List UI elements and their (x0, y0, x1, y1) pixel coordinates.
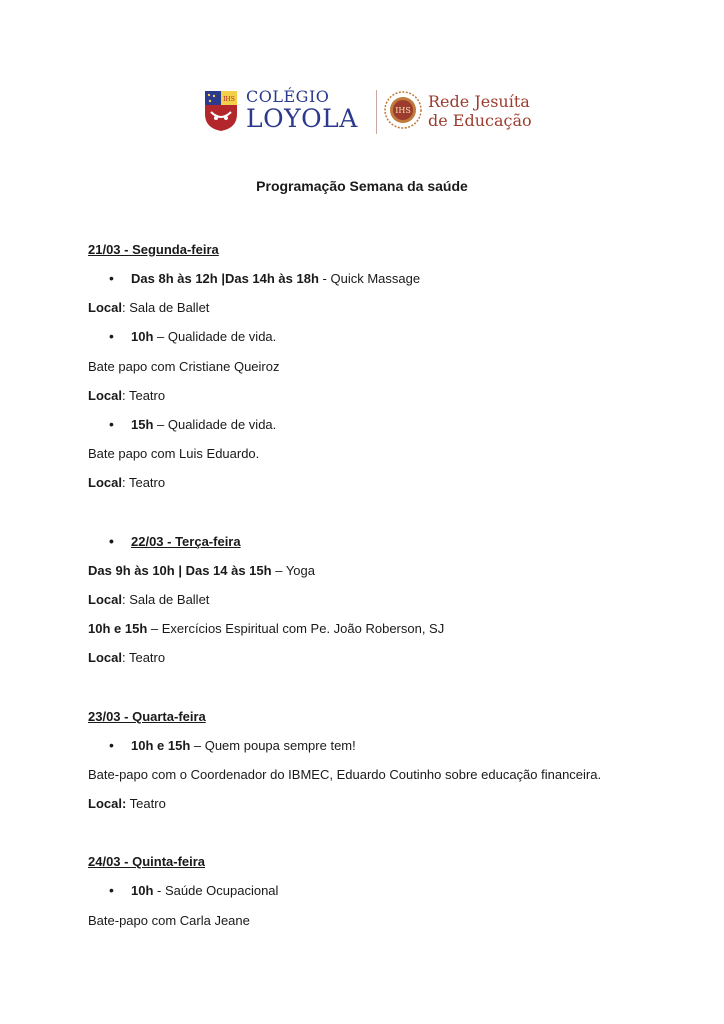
event-text: – Yoga (271, 563, 315, 578)
school-name-top: COLÉGIO (246, 87, 330, 106)
event-time: 10h e 15h (88, 621, 148, 636)
day-heading-segunda: 21/03 - Segunda-feira (88, 242, 219, 257)
location-value: : Teatro (121, 388, 166, 403)
network-name-bottom: de Educação (428, 111, 532, 130)
location-value: : Sala de Ballet (121, 592, 210, 607)
talk-line: Bate papo com Luis Eduardo. (88, 446, 260, 461)
location-label: Local: (88, 796, 127, 811)
list-item (131, 738, 356, 753)
network-name-top: Rede Jesuíta (428, 92, 530, 111)
event-line (88, 563, 315, 578)
location-line (88, 796, 166, 811)
jesuit-seal-icon (384, 91, 422, 129)
event-time: Das 9h às 10h | Das 14 às 15h (88, 563, 272, 578)
event-time: 15h (131, 417, 154, 432)
header-divider (376, 90, 377, 134)
location-value: : Teatro (121, 475, 166, 490)
location-label: Local (88, 475, 122, 490)
svg-text:IHS: IHS (395, 106, 411, 115)
talk-line: Bate-papo com o Coordenador do IBMEC, Eduardo Coutinho sobre educação financeira. (88, 767, 602, 782)
location-label: Local (88, 592, 122, 607)
page-title: Programação Semana da saúde (256, 178, 468, 194)
event-time: Das 8h às 12h |Das 14h às 18h (131, 271, 319, 286)
location-line (88, 475, 165, 490)
event-text: – Qualidade de vida. (153, 417, 277, 432)
event-text: – Exercícios Espiritual com Pe. João Roberson, SJ (147, 621, 445, 636)
event-time: 10h e 15h (131, 738, 191, 753)
day-heading-quarta: 23/03 - Quarta-feira (88, 709, 206, 724)
event-text: – Quem poupa sempre tem! (190, 738, 356, 753)
day-heading-terca: • 22/03 - Terça-feira (131, 534, 241, 549)
event-text: - Saúde Ocupacional (153, 883, 279, 898)
school-name (246, 88, 358, 132)
location-value: : Sala de Ballet (121, 300, 210, 315)
location-value: : Teatro (121, 650, 166, 665)
talk-line: Bate papo com Cristiane Queiroz (88, 359, 280, 374)
location-value: Teatro (126, 796, 166, 811)
location-label: Local (88, 388, 122, 403)
location-line (88, 300, 209, 315)
location-line (88, 592, 209, 607)
day-heading-quinta: 24/03 - Quinta-feira (88, 854, 206, 869)
talk-line: Bate-papo com Carla Jeane (88, 913, 250, 928)
document-header (204, 86, 534, 138)
location-line (88, 650, 165, 665)
event-line (88, 621, 444, 636)
event-text: - Quick Massage (318, 271, 421, 286)
network-name (428, 92, 532, 130)
list-item (131, 329, 276, 344)
list-item (131, 271, 420, 286)
event-text: – Qualidade de vida. (153, 329, 277, 344)
school-name-bottom: LOYOLA (246, 104, 358, 133)
svg-text:IHS: IHS (223, 96, 235, 103)
location-line (88, 388, 165, 403)
event-time: 10h (131, 883, 154, 898)
event-time: 10h (131, 329, 154, 344)
list-item (131, 883, 278, 898)
colegio-loyola-crest-icon (204, 90, 238, 132)
location-label: Local (88, 300, 122, 315)
location-label: Local (88, 650, 122, 665)
list-item (131, 417, 276, 432)
